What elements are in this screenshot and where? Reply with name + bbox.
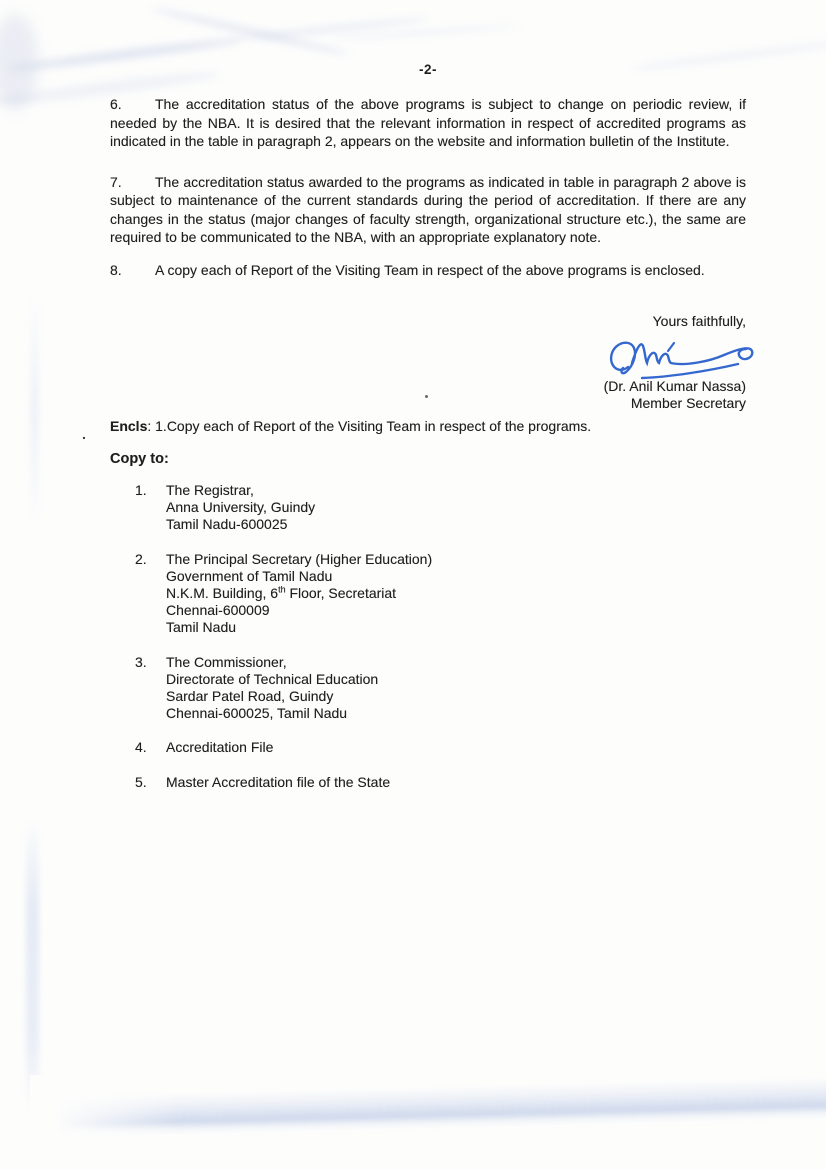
copy-item-5 bbox=[110, 774, 746, 791]
address-line: Sardar Patel Road, Guindy bbox=[166, 688, 334, 705]
paragraph-8 bbox=[110, 261, 746, 280]
address-line: Government of Tamil Nadu bbox=[166, 567, 333, 584]
copy-item-address bbox=[166, 482, 315, 534]
copy-item-address bbox=[166, 551, 432, 637]
copy-to-heading: Copy to: bbox=[110, 451, 169, 467]
page-number: -2- bbox=[419, 62, 437, 77]
copy-item-1 bbox=[110, 482, 746, 534]
bottom-scan-band-fade bbox=[30, 1075, 180, 1145]
paragraph-7 bbox=[110, 173, 746, 247]
enclosure-label: Encls bbox=[110, 418, 148, 434]
stray-period-mark: . bbox=[82, 426, 86, 442]
signature-underline-stroke bbox=[642, 364, 738, 378]
copy-item-address bbox=[166, 774, 390, 791]
copy-item-number: 4. bbox=[135, 739, 147, 756]
signatory-title: Member Secretary bbox=[630, 395, 746, 411]
paragraph-text: The accreditation status awarded to the programs as indicated in table in paragraph 2 above is subject to maintenance of the current standards during the period of accreditation. If there are any changes in the status (major changes of faculty strength, organizational structure etc.), the same are required to be communicated to the NBA, with an appropriate explanatory note. bbox=[110, 173, 746, 245]
copy-item-3 bbox=[110, 654, 746, 723]
paragraph-6 bbox=[110, 95, 746, 151]
copy-item-address bbox=[166, 654, 378, 723]
address-line: The Commissioner, bbox=[166, 653, 287, 670]
copy-item-number: 1. bbox=[135, 482, 147, 498]
copy-item-4 bbox=[110, 739, 746, 756]
address-line: Directorate of Technical Education bbox=[166, 670, 379, 687]
enclosure-text: : 1.Copy each of Report of the Visiting Team in respect of the programs. bbox=[147, 418, 592, 434]
signature-block bbox=[110, 313, 746, 412]
signature-main-stroke bbox=[611, 343, 752, 374]
enclosure-line bbox=[110, 418, 746, 435]
signatory-name: (Dr. Anil Kumar Nassa) bbox=[603, 378, 746, 394]
left-edge-smudge-artifact bbox=[26, 818, 39, 1113]
paragraph-text: A copy each of Report of the Visiting Team in respect of the above programs is enclosed. bbox=[155, 261, 705, 278]
copy-item-number: 5. bbox=[135, 773, 147, 790]
copy-item-2 bbox=[110, 551, 746, 637]
ink-dot-artifact bbox=[425, 395, 428, 398]
address-line: Master Accreditation file of the State bbox=[166, 773, 391, 790]
address-line: Anna University, Guindy bbox=[166, 499, 316, 516]
address-line: Tamil Nadu-600025 bbox=[166, 516, 288, 533]
paragraph-number: 7. bbox=[110, 173, 122, 190]
address-line: The Principal Secretary (Higher Education) bbox=[166, 550, 433, 567]
signature-accent-stroke bbox=[668, 343, 674, 351]
address-line: Chennai-600009 bbox=[166, 602, 270, 619]
copy-item-address bbox=[166, 739, 273, 756]
ordinal-superscript: th bbox=[278, 584, 286, 595]
copy-item-number: 2. bbox=[135, 550, 147, 567]
address-line: Accreditation File bbox=[166, 739, 274, 756]
paragraph-number: 8. bbox=[110, 261, 122, 278]
address-line: Tamil Nadu bbox=[166, 619, 237, 636]
address-line: Chennai-600025, Tamil Nadu bbox=[166, 705, 348, 722]
address-line: N.K.M. Building, 6th Floor, Secretariat bbox=[166, 584, 397, 602]
closing-salutation: Yours faithfully, bbox=[652, 313, 746, 329]
copy-item-number: 3. bbox=[135, 653, 147, 670]
paragraph-text: The accreditation status of the above programs is subject to change on periodic review, if needed by the NBA. It is desired that the relevant information in respect of accredited programs as indicated in the table in paragraph 2, appears on the website and information bulletin of the Institute. bbox=[110, 96, 746, 149]
paragraph-number: 6. bbox=[110, 96, 122, 112]
bottom-scan-band-artifact bbox=[58, 1074, 826, 1138]
address-line: The Registrar, bbox=[166, 482, 254, 498]
